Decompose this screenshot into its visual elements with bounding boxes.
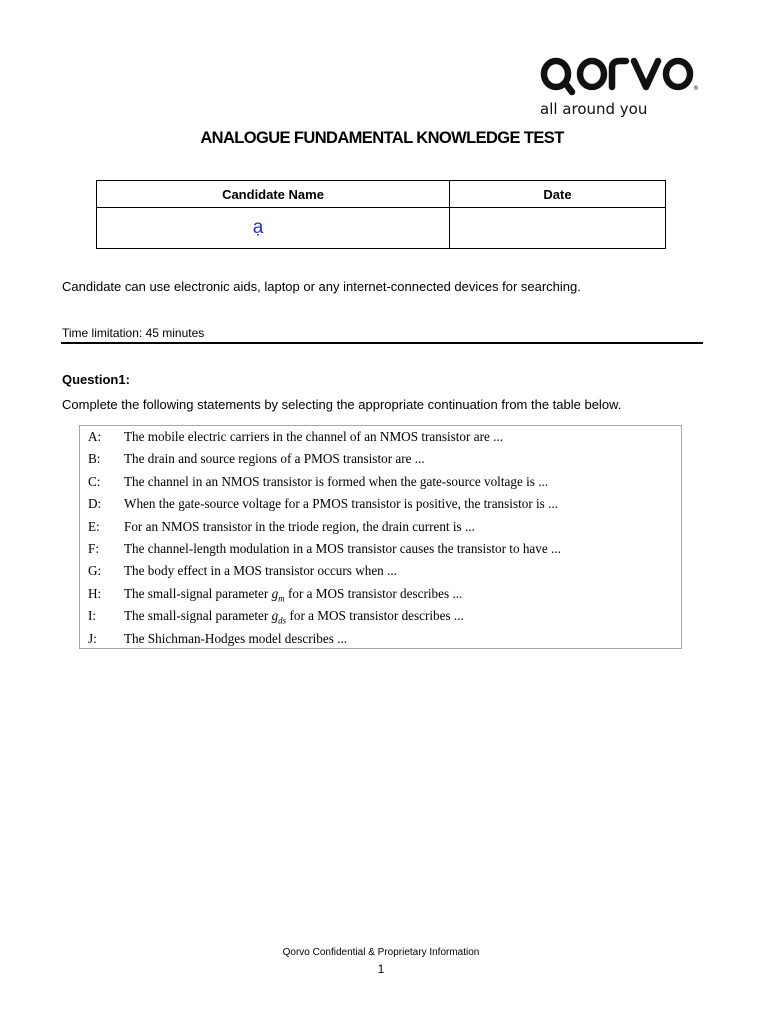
statement-letter: E: — [88, 518, 100, 534]
statement-text: The body effect in a MOS transistor occurs when ... — [124, 563, 397, 579]
page-number: 1 — [377, 962, 385, 976]
statement-row — [88, 606, 464, 626]
page-title: ANALOGUE FUNDAMENTAL KNOWLEDGE TEST — [200, 129, 564, 147]
candidate-table — [96, 180, 666, 249]
question1-heading: Question1: — [62, 372, 130, 387]
qorvo-logo — [540, 52, 700, 118]
candidate-name-cell[interactable] — [97, 208, 450, 249]
statement-letter: F: — [88, 541, 99, 556]
statements-table — [79, 425, 682, 649]
qorvo-logo-wordmark — [540, 52, 700, 96]
candidate-table-header-row — [97, 181, 666, 208]
statement-letter: B: — [88, 451, 101, 467]
statement-text: For an NMOS transistor in the triode region, the drain current is ... — [124, 518, 475, 534]
statement-row — [88, 449, 425, 469]
notice-text: Candidate can use electronic aids, laptop or any internet-connected devices for searching. — [62, 279, 581, 294]
statement-row — [88, 472, 548, 492]
statement-symbol-subscript: ds — [278, 615, 287, 626]
statement-letter: D: — [88, 496, 102, 512]
statement-letter: I: — [88, 608, 97, 624]
statement-letter: C: — [88, 473, 101, 489]
date-header: Date — [450, 181, 666, 208]
statement-row — [88, 629, 347, 649]
statement-symbol: g — [271, 608, 279, 624]
statement-row — [88, 539, 561, 559]
logo-tagline: all around you — [540, 100, 648, 118]
statement-row — [88, 517, 475, 537]
statement-row — [88, 427, 503, 447]
footer-confidential: Qorvo Confidential & Proprietary Information — [282, 947, 480, 958]
candidate-name-header: Candidate Name — [97, 181, 450, 208]
horizontal-rule — [61, 342, 703, 344]
statement-text: The Shichman-Hodges model describes ... — [124, 630, 348, 646]
statement-text: When the gate-source voltage for a PMOS transistor is positive, the transistor is ... — [124, 496, 559, 512]
candidate-name-value: ạ — [252, 217, 264, 238]
registered-mark: ® — [693, 85, 699, 92]
candidate-table-value-row — [97, 208, 666, 249]
statement-row — [88, 584, 462, 604]
statement-symbol-subscript: m — [278, 593, 285, 604]
statement-text: The small-signal parameter — [124, 608, 272, 624]
statement-text: The channel-length modulation in a MOS transistor causes the transistor to have ... — [124, 541, 561, 556]
statement-text: The channel in an NMOS transistor is formed when the gate-source voltage is ... — [124, 473, 549, 489]
statement-letter: G: — [88, 563, 102, 579]
statement-row — [88, 494, 558, 514]
date-cell[interactable] — [450, 208, 666, 249]
statement-letter: H: — [88, 585, 102, 601]
time-limit: Time limitation: 45 minutes — [62, 326, 205, 340]
statement-text: The drain and source regions of a PMOS transistor are ... — [124, 451, 425, 467]
statement-row — [88, 561, 397, 581]
question1-instruction: Complete the following statements by selecting the appropriate continuation from the table below. — [62, 397, 622, 412]
statement-text: The small-signal parameter — [124, 585, 272, 601]
statement-text-continued: for a MOS transistor describes ... — [286, 608, 464, 624]
statement-symbol: g — [271, 585, 279, 601]
statement-letter: A: — [88, 429, 102, 444]
statement-text-continued: for a MOS transistor describes ... — [284, 585, 463, 601]
statement-letter: J: — [88, 630, 97, 646]
statement-text: The mobile electric carriers in the channel of an NMOS transistor are ... — [124, 429, 503, 444]
